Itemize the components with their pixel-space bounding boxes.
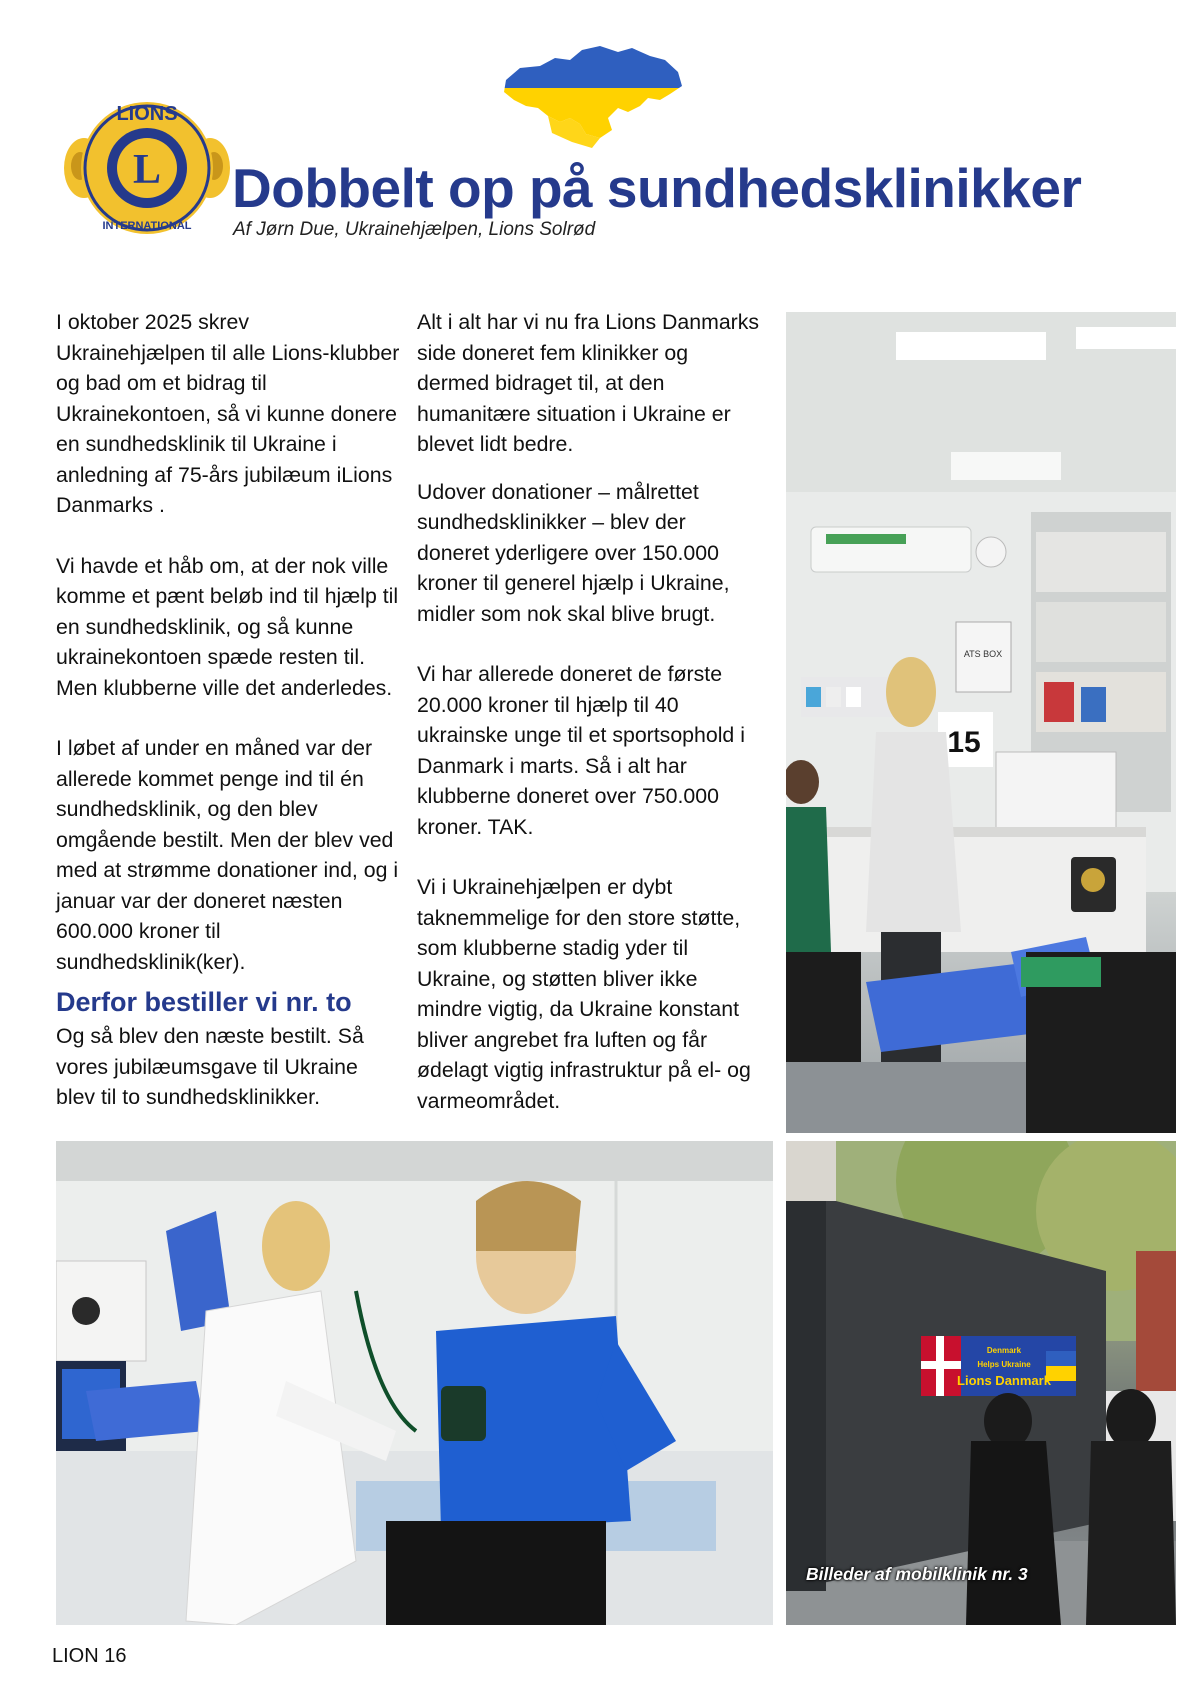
number-sign: 15 — [947, 726, 981, 759]
article-column-1 — [56, 307, 401, 1113]
photo-caption: Billeder af mobilklinik nr. 3 — [806, 1564, 1028, 1584]
logo-bottom-text: INTERNATIONAL — [102, 220, 192, 232]
paragraph: Og så blev den næste bestilt. Så vores jubilæumsgave til Ukraine blev til to sundhedsklinikker. — [56, 1024, 364, 1109]
ats-box-sign: ATS BOX — [963, 649, 1003, 659]
paragraph: I løbet af under en måned var der allerede kommet penge ind til én sundhedsklinik, og den blev omgående bestilt. Men der blev ved med at strømme donationer ind, og i januar var der doneret næsten 600.000 kroner til sundhedsklinik(ker). — [56, 736, 399, 974]
paragraph: Vi i Ukrainehjælpen er dybt taknemmelige for den store støtte, som klubberne stadig yder til Ukraine, og støtten bliver ikke mindre vigtig, da Ukraine konstant bliver angrebet fra luften og får ødelagt vigtig infrastruktur på el- og varmeområdet. — [417, 875, 751, 1113]
paragraph: Vi havde et håb om, at der nok ville komme et pænt beløb ind til hjælp til en sundhedsklinik, og så kunne ukrainekontoen spæde resten til. Men klubberne ville det anderledes. — [56, 553, 399, 700]
banner-line-3: Lions Danmark — [957, 1373, 1051, 1388]
paragraph: Vi har allerede doneret de første 20.000 kroner til hjælp til 40 ukrainske unge til et sportsophold i Danmark i marts. Så i alt har klubberne doneret over 750.000 kroner. TAK. — [417, 662, 745, 839]
article-title: Dobbelt op på sundhedsklinikker — [232, 157, 1082, 219]
banner-line-2: Helps Ukraine — [977, 1360, 1031, 1369]
paragraph: Alt i alt har vi nu fra Lions Danmarks side doneret fem klinikker og dermed bidraget til, at den humanitære situation i Ukraine er blevet lidt bedre. — [417, 310, 760, 456]
ukraine-map-graphic — [500, 38, 685, 153]
logo-center-letter: L — [132, 147, 162, 193]
page-number: LION 16 — [52, 1645, 127, 1667]
paragraph: Udover donationer – målrettet sundhedsklinikker – blev der doneret yderligere over 150.000 kroner til generel hjælp i Ukraine, midler som nok skal blive brugt. — [417, 479, 730, 626]
banner-line-1: Denmark — [986, 1346, 1022, 1355]
mobile-clinic-photo — [786, 1141, 1176, 1625]
logo-top-text: LIONS — [116, 103, 178, 125]
blood-pressure-photo — [56, 1141, 773, 1625]
article-byline: Af Jørn Due, Ukrainehjælpen, Lions Solrød — [233, 219, 596, 240]
article-column-2 — [417, 307, 762, 1116]
lions-international-logo — [62, 86, 232, 251]
article-subheading: Derfor bestiller vi nr. to — [56, 987, 352, 1017]
clinic-interior-photo — [786, 312, 1176, 1133]
paragraph: I oktober 2025 skrev Ukrainehjælpen til alle Lions-klubber og bad om et bidrag til Ukrainekontoen, så vi kunne donere en sundhedsklinik til Ukraine i anledning af 75-års jubilæum iLions Danmarks . — [56, 310, 400, 517]
